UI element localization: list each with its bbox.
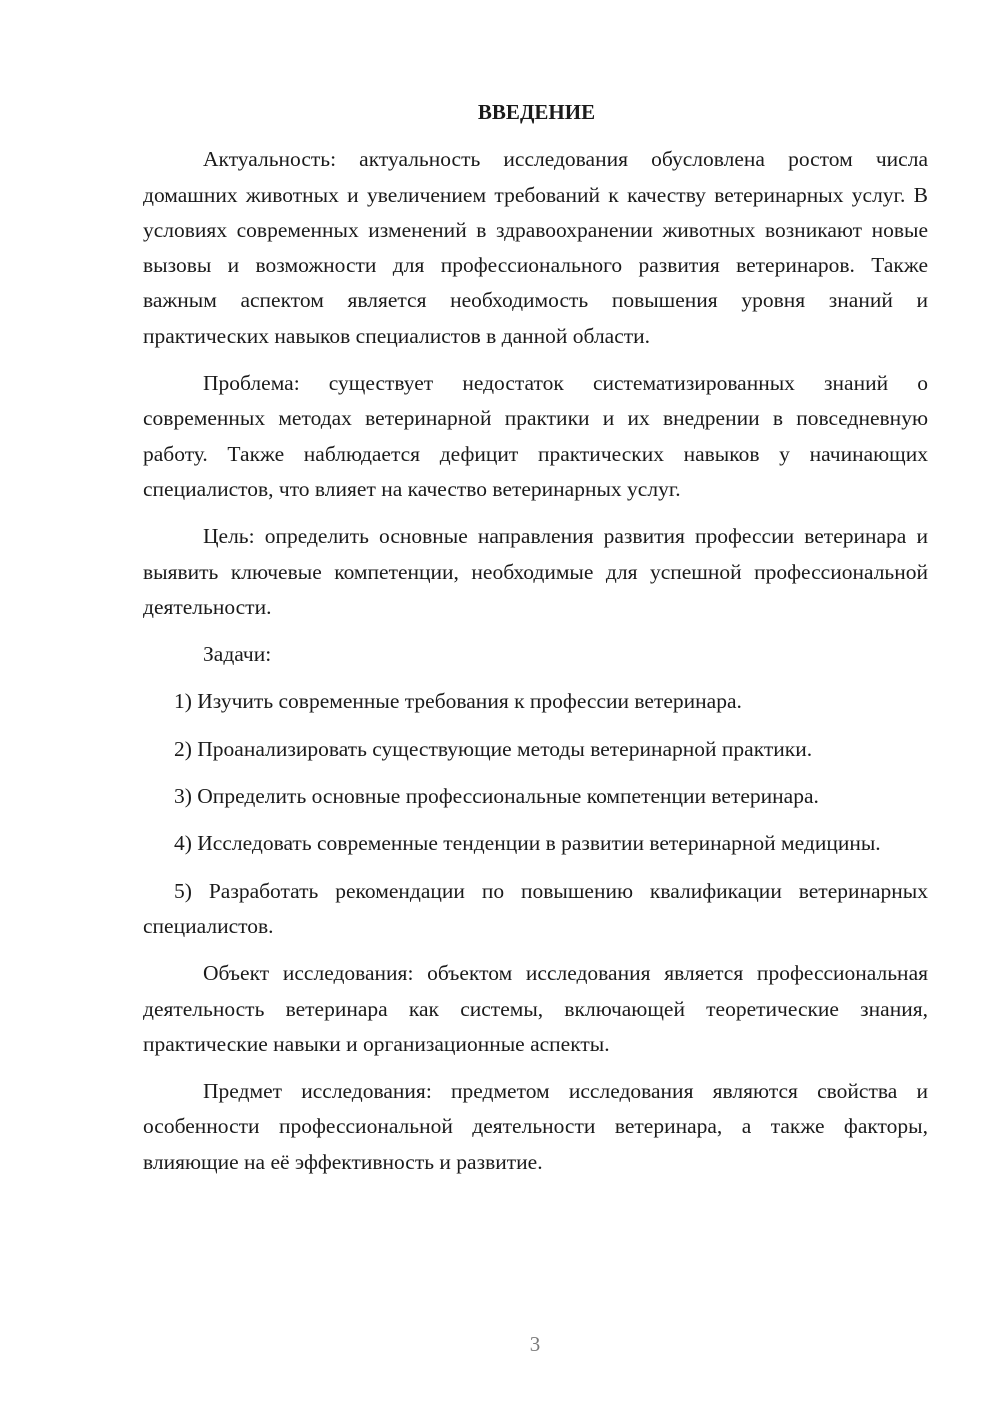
section-title: ВВЕДЕНИЕ: [477, 100, 596, 124]
page-content: [143, 95, 928, 1192]
paragraph-object: Объект исследования: объектом исследования является профессиональная деятельность ветеринара как системы, включающей теоретические знания, практические навыки и организационные аспекты.: [143, 961, 928, 1056]
tasks-heading: Задачи:: [203, 642, 272, 667]
task-item-4: 4) Исследовать современные тенденции в развитии ветеринарной медицины.: [174, 831, 881, 856]
paragraph-problem: Проблема: существует недостаток систематизированных знаний о современных методах ветеринарной практики и их внедрении в повседневную работу. Также наблюдается дефицит практических навыков у начинающих специалистов, что влияет на качество ветеринарных услуг.: [143, 371, 928, 501]
task-item-2: 2) Проанализировать существующие методы ветеринарной практики.: [174, 736, 813, 761]
task-item-5: 5) Разработать рекомендации по повышению квалификации ветеринарных специалистов.: [143, 878, 928, 938]
paragraph-subject: Предмет исследования: предметом исследования являются свойства и особенности профессиональной деятельности ветеринара, а также факторы, влияющие на её эффективность и развитие.: [143, 1079, 928, 1174]
task-item-1: 1) Изучить современные требования к профессии ветеринара.: [174, 689, 742, 714]
task-item-3: 3) Определить основные профессиональные компетенции ветеринара.: [174, 784, 819, 809]
paragraph-relevance: Актуальность: актуальность исследования обусловлена ростом числа домашних животных и увеличением требований к качеству ветеринарных услуг. В условиях современных изменений в здравоохранении животных возникают новые вызовы и возможности для профессионального развития ветеринаров. Также важным аспектом является необходимость повышения уровня знаний и практических навыков специалистов в данной области.: [143, 147, 928, 348]
page-number: 3: [529, 1332, 541, 1356]
paragraph-goal: Цель: определить основные направления развития профессии ветеринара и выявить ключевые компетенции, необходимые для успешной профессиональной деятельности.: [143, 524, 928, 619]
